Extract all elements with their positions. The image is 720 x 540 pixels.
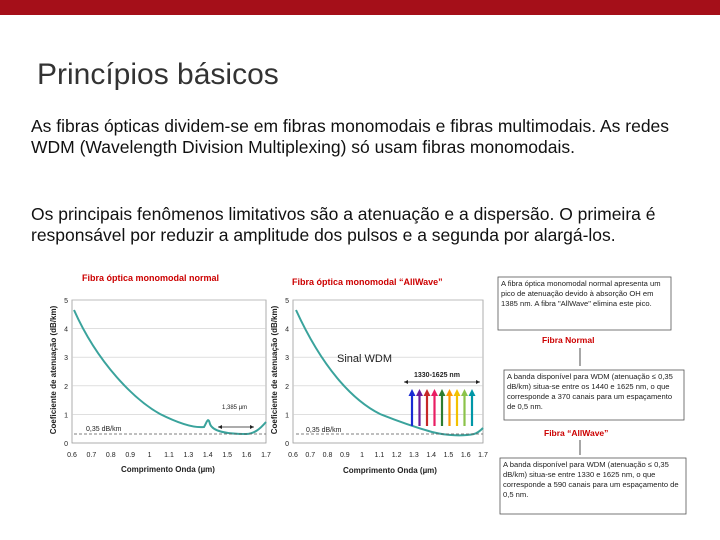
x-tick-label: 1.1 [164,452,174,459]
x-tick-label: 0.9 [339,452,350,459]
chart-allwave-fiber [270,277,488,475]
y-tick-label: 3 [285,355,289,363]
note-allwave-text: A banda disponível para WDM (atenuação ≤ 0,35 dB/km) situa-se entre 1330 e 1625 nm, o que corresponde a 590 canais para um espaçamento de 0,5 nm. [503,460,679,499]
x-tick-label: 1.5 [443,452,454,459]
x-tick-label: 1.1 [374,452,385,459]
x-tick-label: 1.7 [478,452,488,459]
x-tick-label: 1.3 [183,452,194,459]
y-tick-label: 0 [285,441,289,448]
chart1-plot-frame [72,300,266,443]
chart1-xticks [67,452,271,459]
y-tick-label: 4 [64,326,68,334]
wdm-channel-arrow-head [409,389,416,396]
x-tick-label: 1 [360,452,365,459]
wdm-signal-label: Sinal WDM [337,353,393,365]
y-tick-label: 3 [64,355,68,363]
wdm-channel-arrow-head [439,389,446,396]
x-tick-label: 1.3 [409,452,419,459]
y-tick-label: 2 [285,383,289,391]
chart2-xticks [288,452,488,459]
wdm-channel-arrow-head [446,389,453,396]
note-peak-text: A fibra óptica monomodal normal apresenta um pico de atenuação devido à absorção OH em 1385 nm. A fibra "AllWave" elimina este pico. [501,279,661,308]
chart2-xlabel: Comprimento Onda (µm) [343,466,437,475]
x-tick-label: 0.7 [305,452,316,459]
x-tick-label: 0.6 [67,452,77,459]
chart1-yticks [64,298,68,448]
wdm-arrow-right [476,380,480,384]
x-tick-label: 0.9 [125,452,136,459]
x-tick-label: 0.6 [288,452,298,459]
y-tick-label: 1 [64,412,68,420]
chart1-xlabel: Comprimento Onda (µm) [121,465,215,474]
top-accent-bar [0,0,720,15]
chart1-arrow-left [218,425,222,429]
chart2-loss-label: 0,35 dB/km [306,427,342,434]
wdm-channel-arrow-head [424,389,431,396]
x-tick-label: 1.2 [391,452,402,459]
x-tick-label: 1.6 [460,452,471,459]
note-normal-text: A banda disponível para WDM (atenuação ≤ 0,35 dB/km) situa-se entre os 1440 e 1625 nm, o que corresponde a 370 canais para um espaçamento de 0,5 nm. [507,372,673,411]
chart1-peak-label: 1,385 µm [222,405,248,411]
heading-allwave-fiber: Fibra “AllWave” [544,428,609,438]
y-tick-label: 5 [64,298,68,305]
chart1-ylabel: Coeficiente de atenuação (dB/km) [49,305,58,435]
chart2-yticks [285,298,289,448]
x-tick-label: 0.7 [86,452,97,459]
paragraph-limiting-phenomena: Os principais fenômenos limitativos são a atenuação e a dispersão. O primeira é responsável por reduzir a amplitude dos pulsos e a segunda por alargá-los. [31,204,656,245]
y-tick-label: 5 [285,298,289,305]
x-tick-label: 1.7 [261,452,271,459]
wdm-channel-arrow-head [454,389,461,396]
chart-normal-fiber [49,273,271,474]
wdm-channel-arrows [409,389,476,426]
x-tick-label: 1.5 [222,452,233,459]
wdm-channel-arrow-head [461,389,468,396]
wdm-channel-arrow-head [469,389,476,396]
wdm-channel-arrow-head [416,389,423,396]
paragraph-fiber-types: As fibras ópticas dividem-se em fibras monomodais e fibras multimodais. As redes WDM (Wavelength Division Multiplexing) só usam fibras monomodais. [31,116,670,157]
x-tick-label: 1.6 [241,452,252,459]
wdm-channel-arrow-head [431,389,438,396]
x-tick-label: 0.8 [105,452,116,459]
wdm-arrow-left [404,380,408,384]
y-tick-label: 0 [64,441,68,448]
heading-normal-fiber: Fibra Normal [542,335,595,345]
chart1-loss-label: 0,35 dB/km [86,426,122,433]
x-tick-label: 1 [147,452,152,459]
chart1-arrow-right [250,425,254,429]
slide-title: Princípios básicos [37,58,279,91]
chart2-title: Fibra óptica monomodal “AllWave” [292,277,443,287]
wdm-band-label: 1330-1625 nm [414,372,460,379]
x-tick-label: 0.8 [322,452,333,459]
y-tick-label: 4 [285,326,289,334]
y-tick-label: 1 [285,412,289,420]
notes-panel [498,277,686,514]
attenuation-figure [0,262,720,540]
x-tick-label: 1.4 [426,452,437,459]
x-tick-label: 1.4 [202,452,213,459]
y-tick-label: 2 [64,383,68,391]
chart1-title: Fibra óptica monomodal normal [82,273,220,283]
chart2-ylabel: Coeficiente de atenuação (dB/km) [270,305,279,435]
